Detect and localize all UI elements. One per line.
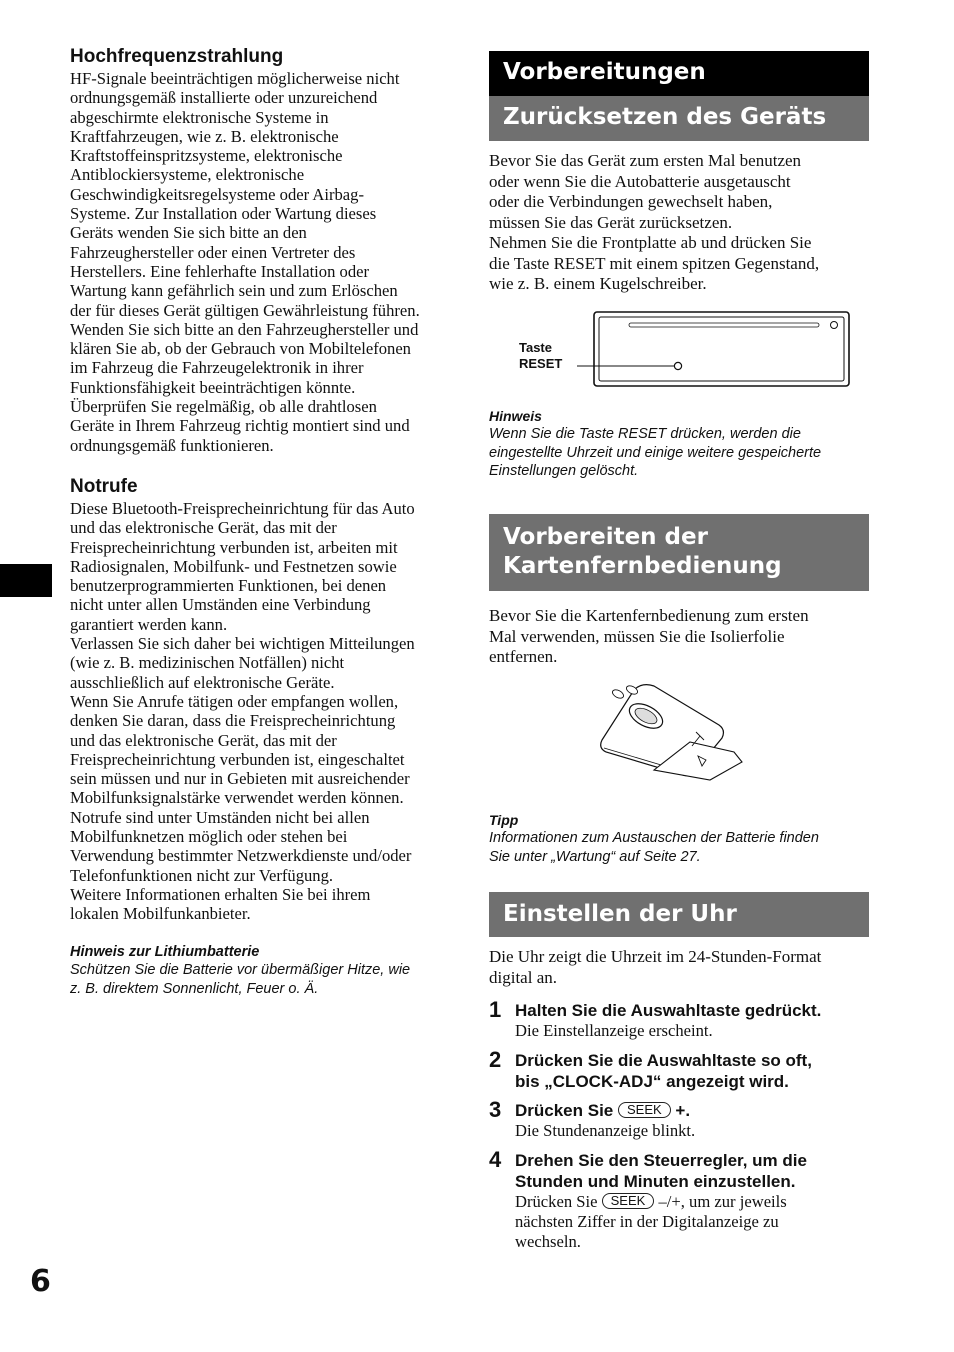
- text-line: sein müssen und nur in Gebieten mit ausreichender: [70, 769, 410, 789]
- step-body: nächsten Ziffer in der Digitalanzeige zu: [515, 1212, 779, 1231]
- step-heading-text: Drücken Sie: [515, 1101, 614, 1120]
- text-line: Bevor Sie das Gerät zum ersten Mal benutzen: [489, 151, 802, 170]
- text-line: Schützen Sie die Batterie vor übermäßiger Hitze, wie: [70, 962, 411, 978]
- text-line: und das elektronische Gerät, das mit der: [70, 518, 337, 538]
- step-number: 1: [489, 997, 502, 1022]
- text-line: Wenn Sie die Taste RESET drücken, werden die: [489, 426, 801, 442]
- section-banner-reset: [489, 96, 869, 141]
- text-line: (wie z. B. medizinischen Notfällen) nicht: [70, 653, 345, 673]
- section-banner-clock: [489, 892, 869, 937]
- step-number: 4: [489, 1147, 502, 1172]
- tip-text: [489, 829, 875, 866]
- text-line: Herstellers. Eine fehlerhafte Installation oder: [70, 261, 370, 281]
- text-line: Weitere Informationen erhalten Sie bei ihrem: [70, 884, 371, 904]
- reset-note-text: [489, 425, 875, 481]
- text-line: Verlassen Sie sich daher bei wichtigen Mitteilungen: [70, 634, 415, 654]
- step-body: wechseln.: [515, 1232, 581, 1251]
- step-body: Die Einstellanzeige erscheint.: [515, 1021, 713, 1040]
- step-heading: Halten Sie die Auswahltaste gedrückt.: [515, 1001, 822, 1020]
- text-line: benutzerprogrammierten Funktionen, bei denen: [70, 576, 387, 596]
- text-line: z. B. direktem Sonnenlicht, Feuer o. Ä.: [70, 980, 319, 997]
- hf-paragraph: [70, 69, 458, 455]
- banner-title: Einstellen der Uhr: [503, 901, 737, 927]
- text-line: digital an.: [489, 967, 557, 987]
- step-1: [489, 997, 873, 1041]
- text-line: Freisprecheinrichtung verbunden ist, eingeschaltet: [70, 749, 405, 769]
- text-line: Kraftfahrzeugen, wie z. B. elektronische: [70, 126, 339, 146]
- step-heading: [515, 1100, 873, 1121]
- section-banner-card-remote: [489, 514, 869, 591]
- text-line: Wartung kann gefährlich sein und zum Erlöschen: [70, 281, 398, 301]
- text-line: Systeme. Zur Installation oder Wartung dieses: [70, 204, 377, 224]
- lithium-note-title: Hinweis zur Lithiumbatterie: [70, 944, 260, 960]
- text-line: Funktionsfähigkeit beeinträchtigen könnte.: [70, 377, 356, 397]
- banner-title: Vorbereitungen: [503, 59, 706, 85]
- text-line: Bevor Sie die Kartenfernbedienung zum ersten: [489, 606, 809, 625]
- tip-title: Tipp: [489, 812, 519, 828]
- clock-paragraph: [489, 947, 873, 988]
- text-line: Die Uhr zeigt die Uhrzeit im 24-Stunden-Format: [489, 947, 822, 966]
- text-line: Telefonfunktionen nicht zur Verfügung.: [70, 865, 334, 885]
- step-heading: Drücken Sie die Auswahltaste so oft,: [515, 1051, 812, 1070]
- text-line: Geräts wenden Sie sich bitte an den: [70, 223, 307, 243]
- step-number: 2: [489, 1047, 502, 1072]
- step-body-text: Drücken Sie: [515, 1192, 598, 1211]
- card-paragraph: [489, 606, 873, 668]
- heading-notrufe: Notrufe: [70, 476, 138, 497]
- text-line: Antiblockiersysteme, elektronische: [70, 165, 305, 185]
- step-number: 3: [489, 1097, 502, 1122]
- banner-title-line: Kartenfernbedienung: [503, 553, 782, 579]
- banner-title-line: Vorbereiten der: [503, 524, 708, 550]
- step-3: [489, 1097, 873, 1141]
- text-line: wie z. B. einem Kugelschreiber.: [489, 274, 707, 293]
- page-number: 6: [30, 1264, 51, 1299]
- text-line: Einstellungen gelöscht.: [489, 463, 639, 479]
- text-line: und das elektronische Gerät, das mit der: [70, 730, 337, 750]
- text-line: eingestellte Uhrzeit und einige weitere gespeicherte: [489, 444, 822, 461]
- text-line: Geschwindigkeitsregelsysteme oder Airbag-: [70, 184, 364, 204]
- text-line: müssen Sie das Gerät zurücksetzen.: [489, 212, 733, 232]
- seek-button-symbol: SEEK: [618, 1102, 671, 1118]
- step-body-text: –/+, um zur jeweils: [658, 1192, 787, 1211]
- step-heading: Stunden und Minuten einzustellen.: [515, 1172, 796, 1191]
- banner-title: Zurücksetzen des Geräts: [503, 104, 827, 130]
- text-line: Verwendung bestimmter Netzwerkdienste und/oder: [70, 846, 412, 866]
- text-line: Nehmen Sie die Frontplatte ab und drücken Sie: [489, 233, 812, 252]
- text-line: abgeschirmte elektronische Systeme in: [70, 107, 329, 127]
- heading-hochfrequenzstrahlung: Hochfrequenzstrahlung: [70, 46, 284, 67]
- text-line: oder die Verbindungen gewechselt haben,: [489, 192, 773, 211]
- text-line: ausschließlich auf elektronische Geräte.: [70, 672, 335, 692]
- text-line: nicht unter allen Umständen eine Verbindung: [70, 595, 371, 615]
- text-line: Sie unter „Wartung“ auf Seite 27.: [489, 848, 701, 865]
- text-line: Wenden Sie sich bitte an den Fahrzeughersteller und: [70, 319, 419, 339]
- text-line: Überprüfen Sie regelmäßig, ob alle drahtlosen: [70, 397, 377, 417]
- text-line: entfernen.: [489, 647, 558, 666]
- lithium-note-text: [70, 961, 460, 998]
- text-line: Radiosignalen, Mobilfunk- und Festnetzen sowie: [70, 556, 397, 576]
- text-line: ordnungsgemäß funktionieren.: [70, 435, 274, 455]
- text-line: Freisprecheinrichtung verbunden ist, arbeiten mit: [70, 537, 398, 557]
- step-heading: Drehen Sie den Steuerregler, um die: [515, 1151, 807, 1170]
- text-line: oder wenn Sie die Autobatterie ausgetauscht: [489, 171, 791, 191]
- step-body: [515, 1192, 873, 1212]
- text-line: Mobilfunknetzen möglich oder stehen bei: [70, 827, 348, 847]
- text-line: Informationen zum Austauschen der Batterie finden: [489, 830, 819, 846]
- step-heading: bis „CLOCK-ADJ“ angezeigt wird.: [515, 1072, 789, 1091]
- label-line: RESET: [519, 356, 563, 371]
- text-line: Geräte in Ihrem Fahrzeug richtig montiert sind und: [70, 416, 410, 436]
- text-line: lokalen Mobilfunkanbieter.: [70, 904, 251, 924]
- text-line: HF-Signale beeinträchtigen möglicherweise nicht: [70, 69, 400, 88]
- card-remote-figure: [594, 680, 754, 785]
- text-line: Notrufe sind unter Umständen nicht bei allen: [70, 807, 370, 827]
- text-line: die Taste RESET mit einem spitzen Gegenstand,: [489, 253, 820, 273]
- reset-figure-label: [519, 340, 562, 372]
- label-line: Taste: [519, 340, 552, 355]
- text-line: im Fahrzeug die Fahrzeugelektronik in ihrer: [70, 358, 364, 378]
- text-line: der für dieses Gerät gültigen Gewährleistung führen.: [70, 300, 420, 320]
- step-body: Die Stundenanzeige blinkt.: [515, 1121, 696, 1140]
- reset-figure: [489, 308, 869, 392]
- notrufe-paragraph: [70, 499, 458, 924]
- card-remote-illustration: [594, 680, 754, 785]
- chapter-tab: [0, 564, 52, 597]
- step-2: [489, 1047, 873, 1092]
- text-line: denken Sie daran, dass die Freisprecheinrichtung: [70, 711, 396, 731]
- text-line: Mal verwenden, müssen Sie die Isolierfolie: [489, 626, 785, 646]
- reset-paragraph: [489, 151, 873, 295]
- step-heading-text: +.: [675, 1101, 691, 1120]
- text-line: Mobilfunksignalstärke verwendet werden können.: [70, 788, 404, 808]
- section-banner-vorbereitungen: [489, 51, 869, 96]
- text-line: ordnungsgemäß installierte oder unzureichend: [70, 88, 378, 108]
- text-line: garantiert werden kann.: [70, 614, 228, 634]
- text-line: Kraftstoffeinspritzsysteme, elektronische: [70, 146, 343, 166]
- seek-button-symbol: SEEK: [602, 1193, 655, 1209]
- reset-note-title: Hinweis: [489, 408, 542, 424]
- text-line: Fahrzeughersteller oder einen Vertreter des: [70, 242, 356, 262]
- text-line: Wenn Sie Anrufe tätigen oder empfangen wollen,: [70, 691, 399, 711]
- text-line: klären Sie ab, ob der Gebrauch von Mobiltelefonen: [70, 339, 411, 359]
- text-line: Diese Bluetooth-Freisprecheinrichtung für das Auto: [70, 499, 415, 518]
- step-4: [489, 1147, 873, 1252]
